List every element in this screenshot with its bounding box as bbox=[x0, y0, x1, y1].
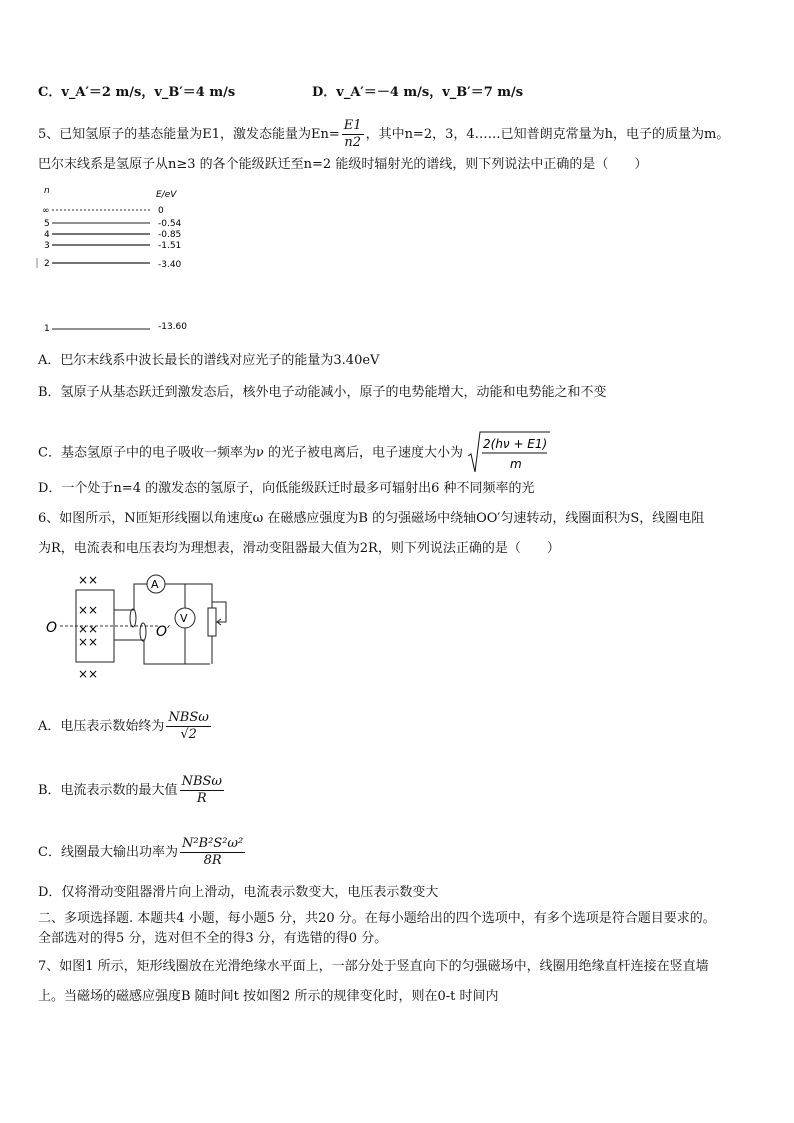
svg-text:A: A bbox=[151, 578, 159, 591]
q5-energy-fraction: $\frac{E1}{n2}$ bbox=[343, 118, 362, 150]
svg-text:5: 5 bbox=[44, 219, 50, 229]
svg-text:4: 4 bbox=[44, 230, 50, 240]
q5-stem-line1: 5、已知氢原子的基态能量为E1，激发态能量为En= $\frac{E1}{n2}$ ，其中n=2，3，4……已知普朗克常量为h，电子的质量为m。 bbox=[38, 118, 730, 150]
q7-stem-line2: 上。当磁场的磁感应强度B 随时间t 按如图2 所示的规律变化时，则在0-t 时间内 bbox=[38, 989, 499, 1004]
q6-option-c: C．线圈最大输出功率为 $\frac{\text{N²B²S²ω²}}{8R}$ bbox=[38, 836, 244, 868]
q7-stem-line1: 7、如图1 所示，矩形线圈放在光滑绝缘水平面上，一部分处于竖直向下的匀强磁场中，线圈用绝缘直杆连接在竖直墙 bbox=[38, 959, 709, 974]
svg-text:××: ×× bbox=[78, 622, 99, 636]
q4-option-c: C．v_A′＝2 m/s，v_B′＝4 m/s bbox=[38, 85, 236, 100]
ammeter-icon bbox=[147, 575, 165, 593]
axis-label-o: O bbox=[46, 620, 58, 636]
q6-stem-line1: 6、如图所示，N匝矩形线圈以角速度ω 在磁感应强度为B 的匀强磁场中绕轴OO′匀速转动，线圈面积为S，线圈电阻 bbox=[38, 511, 705, 526]
svg-text:-3.40: -3.40 bbox=[158, 260, 182, 270]
q6-stem-line2: 为R，电流表和电压表均为理想表，滑动变阻器最大值为2R，则下列说法正确的是（ ） bbox=[38, 541, 560, 556]
slip-ring-1 bbox=[130, 609, 136, 627]
q5-option-c: C．基态氢原子中的电子吸收一频率为ν 的光子被电离后，电子速度大小为 2(hν + E1) m bbox=[38, 430, 551, 476]
svg-text:3: 3 bbox=[44, 241, 50, 251]
svg-text:2(hν + E1): 2(hν + E1) bbox=[483, 437, 548, 451]
svg-text:-1.51: -1.51 bbox=[158, 241, 182, 251]
q5-option-b: B．氢原子从基态跃迁到激发态后，核外电子动能减小，原子的电势能增大，动能和电势能之和不变 bbox=[38, 385, 607, 400]
axis-label-o-prime: O′ bbox=[156, 624, 171, 640]
q6-option-b: B．电流表示数的最大值 $\frac{\text{NBSω}}{R}$ bbox=[38, 774, 222, 806]
q5-option-a: A．巴尔末线系中波长最长的谱线对应光子的能量为3.40eV bbox=[38, 353, 380, 368]
svg-text:-13.60: -13.60 bbox=[158, 322, 188, 332]
q4-option-d: D．v_A′＝－4 m/s，v_B′＝7 m/s bbox=[312, 85, 524, 100]
svg-text:××: ×× bbox=[78, 603, 99, 617]
svg-text:××: ×× bbox=[78, 667, 99, 681]
q5-option-d: D．一个处于n=4 的激发态的氢原子，向低能级跃迁时最多可辐射出6 种不同频率的光 bbox=[38, 481, 535, 496]
q6-option-a: A．电压表示数始终为 $\frac{\text{NBSω}}{√2}$ bbox=[38, 710, 209, 742]
voltmeter-icon bbox=[175, 608, 195, 628]
svg-text:0: 0 bbox=[158, 206, 164, 216]
q5-option-c-formula bbox=[467, 430, 551, 476]
svg-text:m: m bbox=[510, 457, 522, 471]
svg-text:V: V bbox=[180, 612, 188, 625]
svg-text:1: 1 bbox=[44, 324, 50, 334]
energy-level-diagram bbox=[36, 182, 206, 342]
svg-text:∞: ∞ bbox=[42, 206, 50, 216]
n-axis-label: n bbox=[44, 186, 50, 196]
svg-text:-0.85: -0.85 bbox=[158, 230, 182, 240]
svg-text:××: ×× bbox=[78, 635, 99, 649]
section2-heading-line1: 二、多项选择题. 本题共4 小题，每小题5 分，共20 分。在每小题给出的四个选项中，有多个选项是符合题目要求的。 bbox=[38, 911, 716, 926]
svg-text:××: ×× bbox=[78, 573, 99, 587]
generator-circuit-diagram bbox=[40, 566, 250, 684]
q5-stem-line2: 巴尔末线系是氢原子从n≥3 的各个能级跃迁至n=2 能级时辐射光的谱线，则下列说法中正确的是（ ） bbox=[38, 157, 648, 172]
energy-axis-label: E/eV bbox=[156, 190, 177, 200]
section2-heading-line2: 全部选对的得5 分，选对但不全的得3 分，有选错的得0 分。 bbox=[38, 931, 388, 946]
rheostat-icon bbox=[208, 602, 226, 636]
svg-text:2: 2 bbox=[44, 259, 50, 269]
q6-option-d: D．仅将滑动变阻器滑片向上滑动，电流表示数变大，电压表示数变大 bbox=[38, 885, 439, 900]
svg-text:-0.54: -0.54 bbox=[158, 219, 182, 229]
